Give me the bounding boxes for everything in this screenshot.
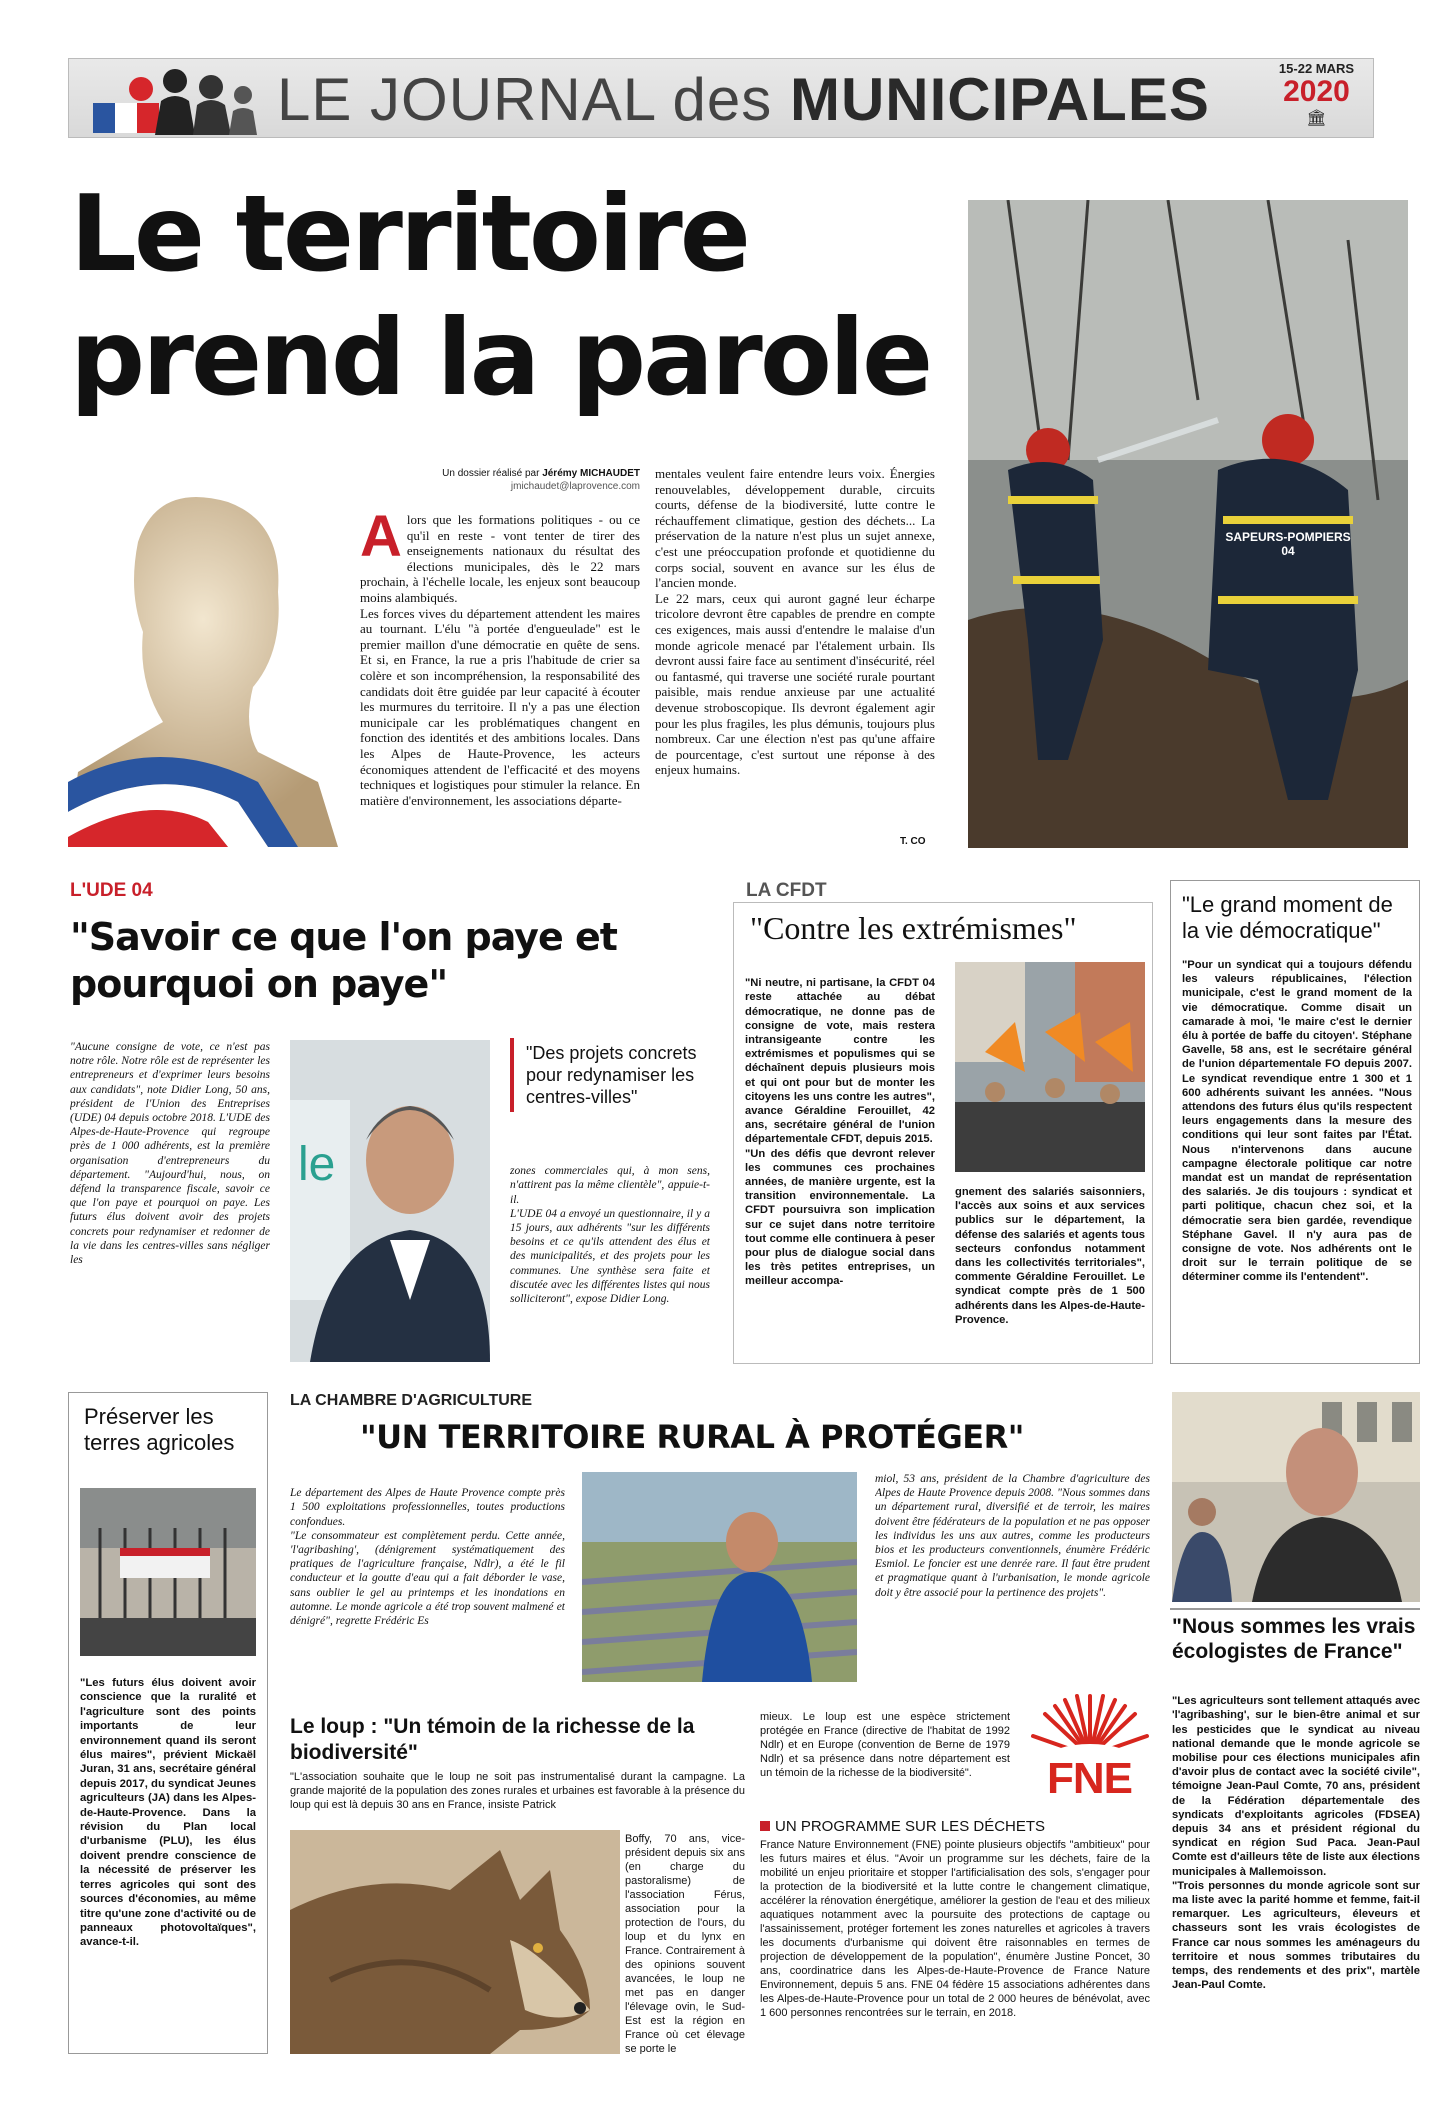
masthead-title: LE JOURNAL des MUNICIPALES — [277, 66, 1210, 133]
loup-headline: Le loup : "Un témoin de la richesse de la biodiversité" — [290, 1715, 695, 1764]
fo-headline: "Le grand moment de la vie démocratique" — [1182, 892, 1393, 943]
fne-logo-text: FNE — [1047, 1754, 1132, 1803]
cfdt-headline: "Contre les extrémismes" — [750, 910, 1077, 946]
frederic-esmiol-photo — [582, 1472, 857, 1682]
ja-protest-photo — [80, 1488, 256, 1656]
masthead-banner — [68, 58, 1374, 138]
fdsea-headline: "Nous sommes les vrais écologistes de France" — [1172, 1615, 1416, 1663]
firefighters-photo — [968, 200, 1408, 848]
fo-body: "Pour un syndicat qui a toujours défendu les valeurs républicaines, l'élection municipale, c'est le grand moment de la vie démocratique. Comme disait un camarade à moi, 'le maire c'est le dernier élu à portée de baffe du citoyen'. Stéphane Gavelle, 58 ans, est le secrétaire général de l'union départementale FO depuis 2007. Le syndicat revendique entre 1 300 et 1 600 adhérents suivant les années. "Nous attendons des futurs élus qu'ils respectent leurs engagements dans la mesure des conditions qui leur sont faites par l'État. Nous n'intervenons dans aucune campagne électorale politique car notre mandat est un mandat de représentation des salariés. Je dis toujours : syndicat et parti politique, chacun chez soi, et la démocratie sera bien gardée, revendique Stéphane Gavel. Il n'y aura pas de consigne de vote. Nos adhérents ont le droit sur le terrain politique de se déterminer comme ils l'entendent". — [1182, 959, 1412, 1284]
chambre-column-1: Le département des Alpes de Haute Provence compte près 1 500 exploitations professionnelles, toutes productions confondues. "Le consommateur est complètement perdu. Cette année, 'l'agribashing', (dénigrement systématiquement des pratiques de l'agriculture française, Ndlr), a été le fil conducteur et la goutte d'eau qui a fait déborder le vase, sans oublier le gel au printemps et les inondations en automne. Le monde agricole a été trop souvent malmené et dénigré", regrette Frédéric Es — [290, 1487, 565, 1628]
jean-paul-comte-photo — [1172, 1392, 1420, 1602]
byline: Un dossier réalisé par Jérémy MICHAUDET jmichaudet@laprovence.com — [442, 468, 640, 492]
ude-kicker: L'UDE 04 — [70, 880, 153, 901]
helmet-badge-label: SAPEURS-POMPIERS 04 — [1225, 530, 1351, 558]
ude-column-2: zones commerciales qui, à mon sens, n'attirent pas la même clientèle", appuie-t-il. L'UDE 04 a envoyé un questionnaire, il y a 15 jours, aux adhérents "sur les différents besoins et ce qu'ils attendent des élus et des municipalités, et des projets pour les communes. Une synthèse sera faite et discutée avec les différentes listes qui nous solliciteront", expose Didier Long. — [510, 1165, 710, 1306]
wolf-photo — [290, 1830, 620, 2054]
lead-signature: T. CO — [900, 836, 926, 847]
lead-column-1: Alors que les formations politiques - ou ce qu'il en reste - vont tenter de tirer des enseignements nationaux du résultat des élections municipales, dès le 22 mars prochain, à l'échelle locale, les enjeux sont beaucoup moins alambiqués. Les forces vives du département attendent les maires au tournant. L'élu "à portée d'engueulade" est le premier maillon d'une démocratie en quête de sens. Et si, en France, la rue a pris l'habitude de crier sa colère et son incompréhension, la responsabilité des candidats doit être guidée par leur capacité à écouter les murmures du territoire. Il n'y a pas une élection municipale car les problématiques changent en fonction des identités et des ambitions locales. Dans les Alpes de Haute-Provence, les acteurs économiques attendent de l'efficacité et des moyens techniques et logistiques pour stimuler la relance. En matière d'environnement, les associations départe- — [360, 512, 640, 808]
main-headline: Le territoire prend la parole — [70, 173, 931, 419]
cfdt-demonstration-photo — [955, 962, 1145, 1172]
cfdt-column-2: gnement des salariés saisonniers, l'accès aux soins et aux services publics sur le département, la défense des salariés et agents tous secteurs confondus notamment dans les collectivités territoriales", commente Géraldine Ferouillet. Le syndicat compte près de 1 500 adhérents dans les Alpes-de-Haute-Provence. — [955, 1186, 1145, 1326]
cfdt-column-1: "Ni neutre, ni partisane, la CFDT 04 reste attachée au débat démocratique, ne donne pas de consigne de vote, mais restera intransigeante contre les extrémismes et populismes qui se déchaînent depuis plusieurs mois et qui ont pour but de monter les citoyens les uns contre les autres", avance Géraldine Ferouillet, 42 ans, secrétaire général de l'union départementale CFDT, depuis 2015. "Un des défis que devront relever les communes ces prochaines années, de manière urgente, est la transition environnementale. La CFDT poursuivra son implication sur ce sujet dans notre territoire tout comme elle continuera à peser pour plus de dialogue social dans les très petites entreprises, un meilleur accompa- — [745, 977, 935, 1288]
city-hall-icon: 🏛 — [1306, 110, 1327, 127]
ja-headline: Préserver les terres agricoles — [84, 1404, 235, 1455]
ja-body: "Les futurs élus doivent avoir conscience que la ruralité et l'agriculture sont des points importants de leur environnement quand ils seront élus maires", prévient Mickaël Juran, 31 ans, secrétaire général depuis 2017, du syndicat Jeunes agriculteurs (JA) dans les Alpes-de-Haute-Provence. Dans la révision du Plan local d'urbanisme (PLU), les élus doivent prendre conscience de la nécessité de préserver les terres agricoles qui sont des sources d'économies, au même titre qu'une zone d'activité ou de panneaux photovoltaïques", avance-t-il. — [80, 1677, 256, 1949]
fne-logo — [1025, 1686, 1155, 1806]
cfdt-kicker: LA CFDT — [746, 880, 827, 901]
ude-headline: "Savoir ce que l'on paye et pourquoi on paye" — [70, 915, 617, 1006]
voters-silhouette-icon — [83, 63, 263, 135]
chambre-column-2: miol, 53 ans, président de la Chambre d'agriculture des Alpes de Haute Provence depuis 2008. "Nous sommes dans un département rural, diversifié et de terroir, les maires doivent être fédérateurs de la population et ne pas opposer les individus les uns aux autres, comme les producteurs bios et les producteurs conventionnels, énumère Frédéric Esmiol. Le foncier est une denrée rare. Il faut être prudent et pragmatique quant à l'urbanisation, le monde agricole doit y être associé pour la pertinence des projets". — [875, 1473, 1150, 1599]
didier-long-photo — [290, 1040, 490, 1362]
chambre-headline: "UN TERRITOIRE RURAL À PROTÉGER" — [360, 1418, 1024, 1456]
fne-body: France Nature Environnement (FNE) pointe plusieurs objectifs "ambitieux" pour les futurs maires et élus. "Avoir un programme sur les déchets, faire de la mobilité un enjeu prioritaire et stopper l'artificialisation des sols, s'engager pour la protection de la biodiversité et la lutte contre le changement climatique, accélérer la rénovation énergétique, améliorer la gestion de l'eau et des milieux aquatiques notamment avec la poursuite des protections de captage ou l'assainissement, protéger fortement les zones naturelles et agricoles à travers les documents d'urbanisme qui doivent être raisonnables en termes de projection de développement de la population", énumère Justine Poncet, 30 ans, coordinatrice dans les Alpes-de-Haute-Provence de France Nature Environnement, depuis 5 ans. FNE 04 fédère 15 associations adhérentes dans les Alpes-de-Haute-Provence pour un total de 2 000 heures de bénévolat, avec 1 600 personnes rencontrées sur le terrain, en 2018. — [760, 1839, 1150, 2019]
ude-column-1: "Aucune consigne de vote, ce n'est pas notre rôle. Notre rôle est de représenter les entrepreneurs et d'exprimer leurs besoins aux candidats", note Didier Long, 50 ans, président de l'Union des Entreprises (UDE) 04 depuis octobre 2018. L'UDE des Alpes-de-Haute-Provence qui regroupe près de 1 000 adhérents, est la première organisation d'entrepreneurs du département. "Aujourd'hui, nous, on défend la transparence fiscale, savoir ce que l'on paye et pourquoi on paye. Les futurs élus doivent avoir des projets concrets pour redynamiser et redonner de la vie dans les centres-villes sans négliger les — [70, 1041, 270, 1267]
svg-text:le: le — [298, 1138, 336, 1191]
square-bullet-icon — [760, 1821, 770, 1831]
ude-pull-quote-box: "Des projets concrets pour redynamiser les centres-villes" — [510, 1038, 700, 1112]
marianne-bust-photo — [68, 482, 338, 847]
dropcap: A — [360, 512, 402, 569]
fne-subhead: UN PROGRAMME SUR LES DÉCHETS — [760, 1818, 1150, 1835]
loup-intro: "L'association souhaite que le loup ne soit pas instrumentalisé durant la campagne. La grande majorité de la population des zones rurales et urbaines est favorable à la présence du loup qui est là depuis 30 ans en France, insiste Patrick — [290, 1771, 745, 1811]
loup-column-3: mieux. Le loup est une espèce strictement protégée en France (directive de l'habitat de 1992 Ndlr) et en Europe (convention de Berne de 1979 Ndlr) et sa présence dans notre département est un témoin de la richesse de la biodiversité". — [760, 1711, 1010, 1779]
masthead-dates: 15-22 MARS 2020 🏛 — [1264, 61, 1369, 128]
lead-column-2: mentales veulent faire entendre leurs voix. Énergies renouvelables, développement durable, circuits courts, défense de la biodiversité, lutte contre le réchauffement climatique, gestion des déchets... La préservation de la nature n'est plus un sujet annexe, c'est une préoccupation profonde et quotidienne du corps social, souvent en avance sur les élus de l'ancien monde. Le 22 mars, ceux qui auront gagné leur écharpe tricolore devront être capables de prendre en compte ces exigences, mais aussi d'entendre le malaise d'un monde agricole menacé par l'étalement urbain. Ils devront aussi faire face au sentiment d'insécurité, réel ou fantasmé, qui traverse une société rurale pourtant paisible, mais rendue anxieuse par une actualité devenue stroboscopique. Ils devront également agir pour les plus fragiles, les plus démunis, toujours plus nombreux. Car une élection n'est pas qu'une affaire de pourcentage, c'est surtout une réponse à des enjeux humains. — [655, 466, 935, 778]
chambre-kicker: LA CHAMBRE D'AGRICULTURE — [290, 1392, 533, 1409]
loup-column-2: Boffy, 70 ans, vice-président depuis six ans (en charge du pastoralisme) de l'association Férus, association pour la protection de l'ours, du loup et du lynx en France. Contrairement à des opinions souvent avancées, le loup ne met pas en danger l'élevage ovin, le Sud-Est est la région en France où cet élevage se porte le — [625, 1833, 745, 2054]
fdsea-body: "Les agriculteurs sont tellement attaqués avec 'l'agribashing', sur le bien-être animal et sur les pesticides que le syndicat au niveau national demande que le monde agricole se mobilise pour ces élections municipales afin d'avoir plus de contact avec la société civile", témoigne Jean-Paul Comte, 70 ans, président de la Fédération départementale des syndicats d'exploitants agricoles (FDSEA) depuis 34 ans et président régional du syndicat en région Sud Paca. Jean-Paul Comte est d'ailleurs tête de liste aux élections municipales à Mallemoisson. "Trois personnes du monde agricole sont sur ma liste avec la parité homme et femme, fait-il remarquer. Les agriculteurs, éleveurs et chasseurs sont les vrais écologistes de France car nous sommes les aménageurs du territoire et nous sommes tributaires du temps, des rendements et des prix", martèle Jean-Paul Comte. — [1172, 1695, 1420, 1992]
